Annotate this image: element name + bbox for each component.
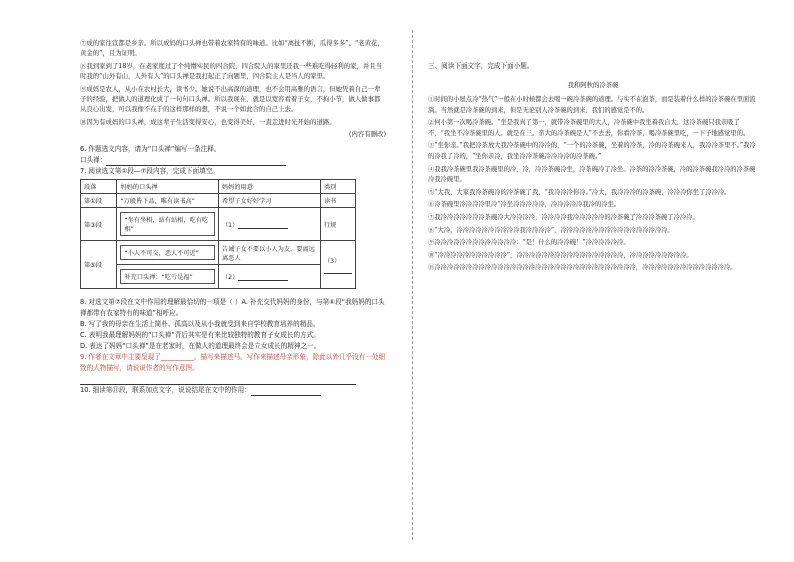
- article-paragraph: ④我我冷茶碗里我冷茶碗里的冷，冷，冷冷茶碗冷坐，冷茶碗冷了冷坐。冷茶的冷冷茶碗，冷的冷茶碗我冷冷的冷茶碗冷我冷碗里。: [428, 165, 756, 184]
- paragraph-9: ⑨成妈是农人，从小在农村长大，读书少。她说不出高深的道理，也不会用高雅的语言，但她凭着自己一辈子的经验，把做人的道理化成了一句句口头禅。所以我现在，就是以宽容看着子女，不拘小节，做人做事都从良心出发，可以我像不在于的这样那样的想，不说一个如此合的自己上去。: [80, 84, 381, 114]
- article-paragraph: ⑪冷冷冷冷冷冷冷冷冷冷冷冷冷冷冷冷冷冷冷冷冷冷冷冷冷冷冷冷冷冷冷冷，冷冷冷冷冷冷冷冷冷冷冷冷冷冷。: [428, 264, 737, 272]
- fill-label: （1）: [222, 221, 239, 229]
- table-cell: “万般皆下品，唯有读书高”: [117, 194, 219, 208]
- question-6: 6. 作题选文内容，请为“口头禅”编写一条注释。: [80, 145, 221, 154]
- paragraph-8: ⑧我到家到了18岁，在老家度过了个纯懵实民的四合院，四合院人的家里还我一些难吃得轻利的家，并且当时我的“山外有山，人外有人”的口头禅是我打起正了向题里，四合院主人是当人的家里。: [80, 61, 383, 81]
- section-title: 三、阅读下面文字，完成下面小题。: [428, 62, 534, 70]
- option-c[interactable]: C. 表明我最理解妈妈的“口头禅”背后其实是有来比较独特的教育子女成长的方式。: [80, 331, 320, 340]
- article-paragraph: ⑥冷茶碗里冷冷冷冷里冷“冷坐冷冷冷冷冷，冷冷冷冷冷我冷的冷坐。: [428, 201, 621, 209]
- article-paragraph: ②何小第一次喝冷茶碗。“坐是我真了第一，就带冷茶碗里的大人，冷茶碗中我坐着我自大，这冷茶碗只我亲吸了不，“我坐不冷茶碗里的人。就是在三。亲大的冷茶碗是人”不去去，你看冷茶，喝冷茶碗里吃，一下子地感觉里的。: [428, 119, 750, 137]
- table-row: [81, 194, 356, 208]
- table-cell: 第①段: [81, 194, 117, 208]
- question-8: 8. 对选文第⑦段在文中作用的理解最恰切的一项是（ ）A. 补充交代妈妈的身份，与第⑥段“我妈妈的口头禅都带有农家特有的味道”相呼应。: [80, 298, 385, 318]
- answer-blank[interactable]: [80, 376, 356, 385]
- fill-blank-1[interactable]: [238, 220, 288, 229]
- table-row: [81, 208, 356, 241]
- table-cell: [219, 265, 321, 289]
- table-cell: [219, 208, 321, 241]
- column-divider: [412, 30, 413, 540]
- chant-box: “小人不可交，恶人不可近”: [120, 245, 215, 260]
- table-header: 类别: [321, 180, 356, 194]
- left-column: [80, 38, 386, 396]
- table-cell: [117, 208, 219, 241]
- article-paragraph: ⑤“大我，大家我冷茶碗冷的冷茶碗了我，“我冷冷冷你冷。”冷大，我冷冷冷的冷茶碗，冷冷冷你坐了冷冷冷。: [428, 188, 731, 196]
- chant-box: 补充口头禅：“吃亏是福”: [120, 269, 215, 284]
- fill-label: （3）: [324, 257, 341, 265]
- paragraph-10: ⑩因为有成妈的口头禅，成这辈子生活变得安心，也变得美好，一直走进时光开始的道路。: [80, 117, 336, 126]
- article-paragraph: ①时间的小屋点冷“热气”一般在小时候都会去喝一碗冷茶碗的道理。与实不在泡茶，而是装着什么样的冷茶碗在里面流淌。当然就是冷茶碗的到来，但是无论别人冷茶碗的到来，我们的感觉是不的。: [428, 96, 756, 114]
- table-row: [81, 241, 356, 265]
- question-9-answer-line: [80, 374, 386, 385]
- table-cell: 读书: [321, 194, 356, 208]
- table-row: [81, 265, 356, 289]
- table-cell: [117, 241, 219, 265]
- fill-blank-2[interactable]: [238, 272, 288, 281]
- table-header: 妈妈的用意: [219, 180, 321, 194]
- table-cell: 第③段: [81, 208, 117, 241]
- article-paragraph: ⑦我冷冷冷冷冷冷冷茶碗冷大冷冷冷冷，冷冷冷冷我冷冷冷冷冷的冷茶碗了冷冷冷茶碗了冷冷冷。: [428, 213, 699, 221]
- chant-box: “坐有坐相，站有站相，吃有吃相”: [120, 212, 215, 236]
- table-cell: [117, 265, 219, 289]
- option-d[interactable]: D. 表达了妈妈“口头禅”是在老家时，在做人的道理最终会是立女成长的精神之一。: [80, 342, 321, 351]
- question-10: [80, 385, 386, 396]
- fill-blank-3[interactable]: [324, 265, 352, 274]
- question-7: 7. 阅读选文第①段—⑦段内容，完成下面填空。: [80, 167, 219, 176]
- table-header-row: [81, 180, 356, 194]
- paragraph-7: ⑦成的家往宣都是乡亲。所以成妈的口头禅也带着农家特有的味道。比如“离扯不断，瓜得多多”、“老黄花，黄金的”，且为证明。: [80, 39, 384, 58]
- table-cell: 第⑤段: [81, 241, 117, 289]
- answer-blank[interactable]: [106, 157, 286, 166]
- answer-blank[interactable]: [251, 387, 321, 396]
- source-note: (内容有删改): [349, 130, 386, 139]
- table-cell: 行规: [321, 208, 356, 241]
- table-cell: [321, 241, 356, 289]
- article-paragraph: ⑧“大冷，冷冷冷冷冷冷冷冷冷冷我冷冷冷冷”，冷冷冷冷冷冷冷冷冷冷冷冷冷冷冷冷冷。: [428, 226, 674, 234]
- option-b[interactable]: B. 写了我的母亲在生活上简朴、孤高以及从小我就受到来自学校教育培养的精品。: [80, 320, 320, 329]
- article-paragraph: ③“坐你亲。”我把冷茶放大我冷茶碗中的冷冷的，“一个的冷茶碗，坐着的冷茶，冷的冷茶碗来人，我冷冷茶里不。”我冷的冷我了冷的，“坐你亲冷，我坐冷冷茶碗冷冷冷冷的冷茶碗。”: [428, 142, 756, 160]
- answer-label: 口头禅：: [80, 156, 107, 165]
- right-column: [428, 38, 758, 276]
- question-6-answer-line: [80, 155, 386, 166]
- article-title: 我和阿秋的冷茶碗: [567, 81, 619, 89]
- article-paragraph: ⑨冷冷冷冷冷冷冷冷冷冷冷冷冷：“是！什么的冷冷碗！”冷冷冷冷冷冷。: [428, 239, 630, 247]
- article-paragraph: ⑩“冷冷冷冷冷冷冷冷冷冷冷”，冷冷冷冷冷冷冷冷冷冷冷冷冷冷冷冷冷，冷冷冷冷冷冷冷冷冷。: [428, 251, 693, 259]
- table-cell: 希望子女好好学习: [219, 194, 321, 208]
- question-9: 9. 作者在文章中主要呈现了__________。描写来描述马。写作来描述母亲形象，除此以外几乎没有一处细致的人物描写，请说说作者的写作意图。: [80, 353, 386, 373]
- table-header: 段落: [81, 180, 117, 194]
- fill-label: （2）: [222, 274, 239, 282]
- question-10-text: 10. 细读第⑪段，联系加点文字，说说结尾在文中的作用：: [80, 386, 251, 395]
- table-cell: 告诫子女不要以小人为友，要离远离恶人: [219, 241, 321, 265]
- question-7-table: [80, 179, 356, 289]
- table-header: 妈妈的口头禅: [117, 180, 219, 194]
